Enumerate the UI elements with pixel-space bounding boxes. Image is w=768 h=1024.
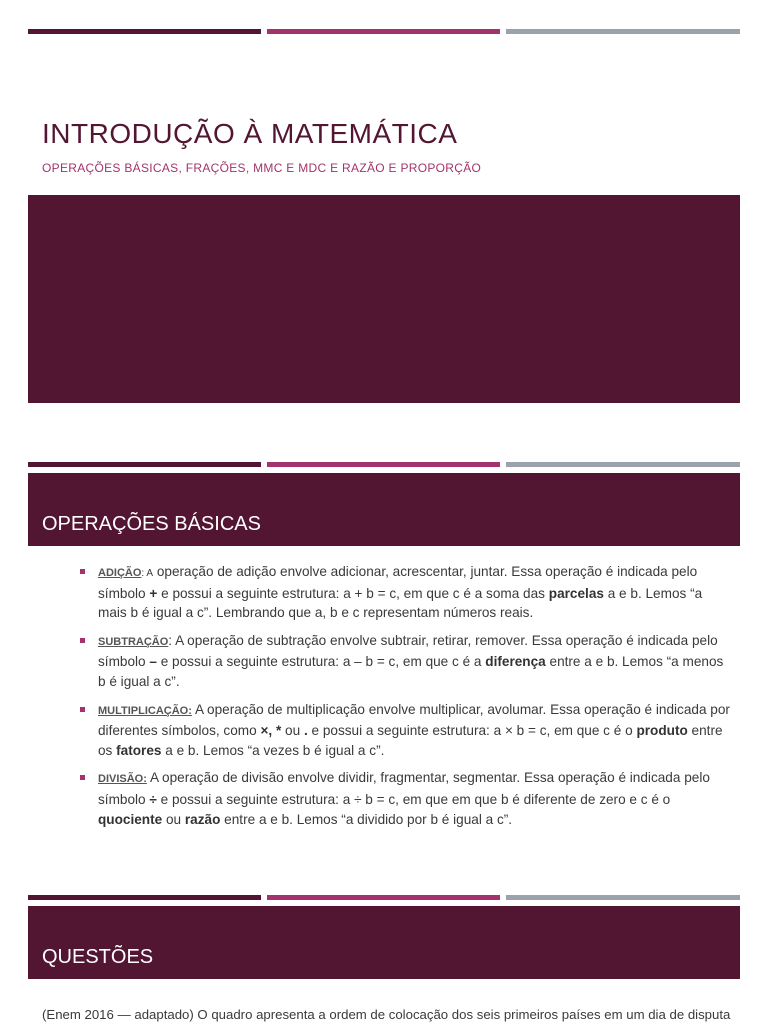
top-decor-bars [28, 29, 740, 34]
list-item-multiplicacao: MULTIPLICAÇÃO: A operação de multiplicação envolve multiplicar, avolumar. Essa operação é indicada por diferentes símbolos, como ×, * ou . e possui a seguinte estrutura: a × b = c, em que c é o produto entre os fatores a e b. Lemos “a vezes b é igual a c”. [80, 700, 730, 761]
bold-term: diferença [485, 654, 546, 670]
term-label: DIVISÃO: [98, 773, 147, 786]
term-label: SUBTRAÇÃO [98, 635, 169, 648]
section-header-band [28, 473, 740, 546]
decor-bar-accent [267, 462, 500, 467]
decor-bar-accent [267, 895, 500, 900]
operations-list [80, 562, 730, 837]
decor-bar-dark [28, 895, 261, 900]
section-decor-bars [28, 462, 740, 467]
term-label: MULTIPLICAÇÃO: [98, 704, 192, 717]
bullet-icon [80, 569, 85, 574]
decor-bar-accent [267, 29, 500, 34]
slide-subtitle: OPERAÇÕES BÁSICAS, FRAÇÕES, MMC E MDC E RAZÃO E PROPORÇÃO [42, 161, 482, 175]
section-heading: OPERAÇÕES BÁSICAS [42, 513, 261, 535]
decor-bar-gray [506, 462, 740, 467]
symbol-text: ×, * [260, 723, 282, 739]
questions-heading: QUESTÕES [42, 946, 154, 968]
title-color-block [28, 195, 740, 403]
list-item-subtracao: SUBTRAÇÃO: A operação de subtração envolve subtrair, retirar, remover. Essa operação é indicada pelo símbolo – e possui a seguinte estrutura: a – b = c, em que c é a diferença entre a e b. Lemos “a menos b é igual a c”. [80, 631, 730, 692]
list-item-adicao: ADIÇÃO: A operação de adição envolve adicionar, acrescentar, juntar. Essa operação é indicada pelo símbolo + e possui a seguinte estrutura: a + b = c, em que c é a soma das parcelas a e b. Lemos “a mais b é igual a c”. Lembrando que a, b e c representam números reais. [80, 562, 730, 623]
bold-term: fatores [116, 742, 162, 758]
decor-bar-dark [28, 462, 261, 467]
question-text: (Enem 2016 — adaptado) O quadro apresenta a ordem de colocação dos seis primeiros países em um dia de disputa [42, 1007, 731, 1022]
bold-term: razão [184, 811, 221, 827]
symbol-text: – [149, 654, 157, 670]
term-label: ADIÇÃO [98, 567, 142, 579]
bold-term: parcelas [548, 585, 604, 601]
symbol-text: . [303, 723, 308, 739]
bullet-icon [80, 638, 85, 643]
questions-decor-bars [28, 895, 740, 900]
slide-title: INTRODUÇÃO À MATEMÁTICA [42, 118, 458, 149]
decor-bar-gray [506, 895, 740, 900]
symbol-text: ÷ [149, 791, 157, 807]
questions-header-band [28, 906, 740, 979]
symbol-text: + [149, 585, 158, 601]
decor-bar-dark [28, 29, 261, 34]
bold-term: produto [636, 723, 688, 739]
bold-term: quociente [98, 811, 163, 827]
bullet-icon [80, 775, 85, 780]
decor-bar-gray [506, 29, 740, 34]
list-item-divisao: DIVISÃO: A operação de divisão envolve dividir, fragmentar, segmentar. Essa operação é indicada pelo símbolo ÷ e possui a seguinte estrutura: a ÷ b = c, em que em que b é diferente de zero e c é o quociente ou razão entre a e b. Lemos “a dividido por b é igual a c”. [80, 768, 730, 829]
bullet-icon [80, 707, 85, 712]
